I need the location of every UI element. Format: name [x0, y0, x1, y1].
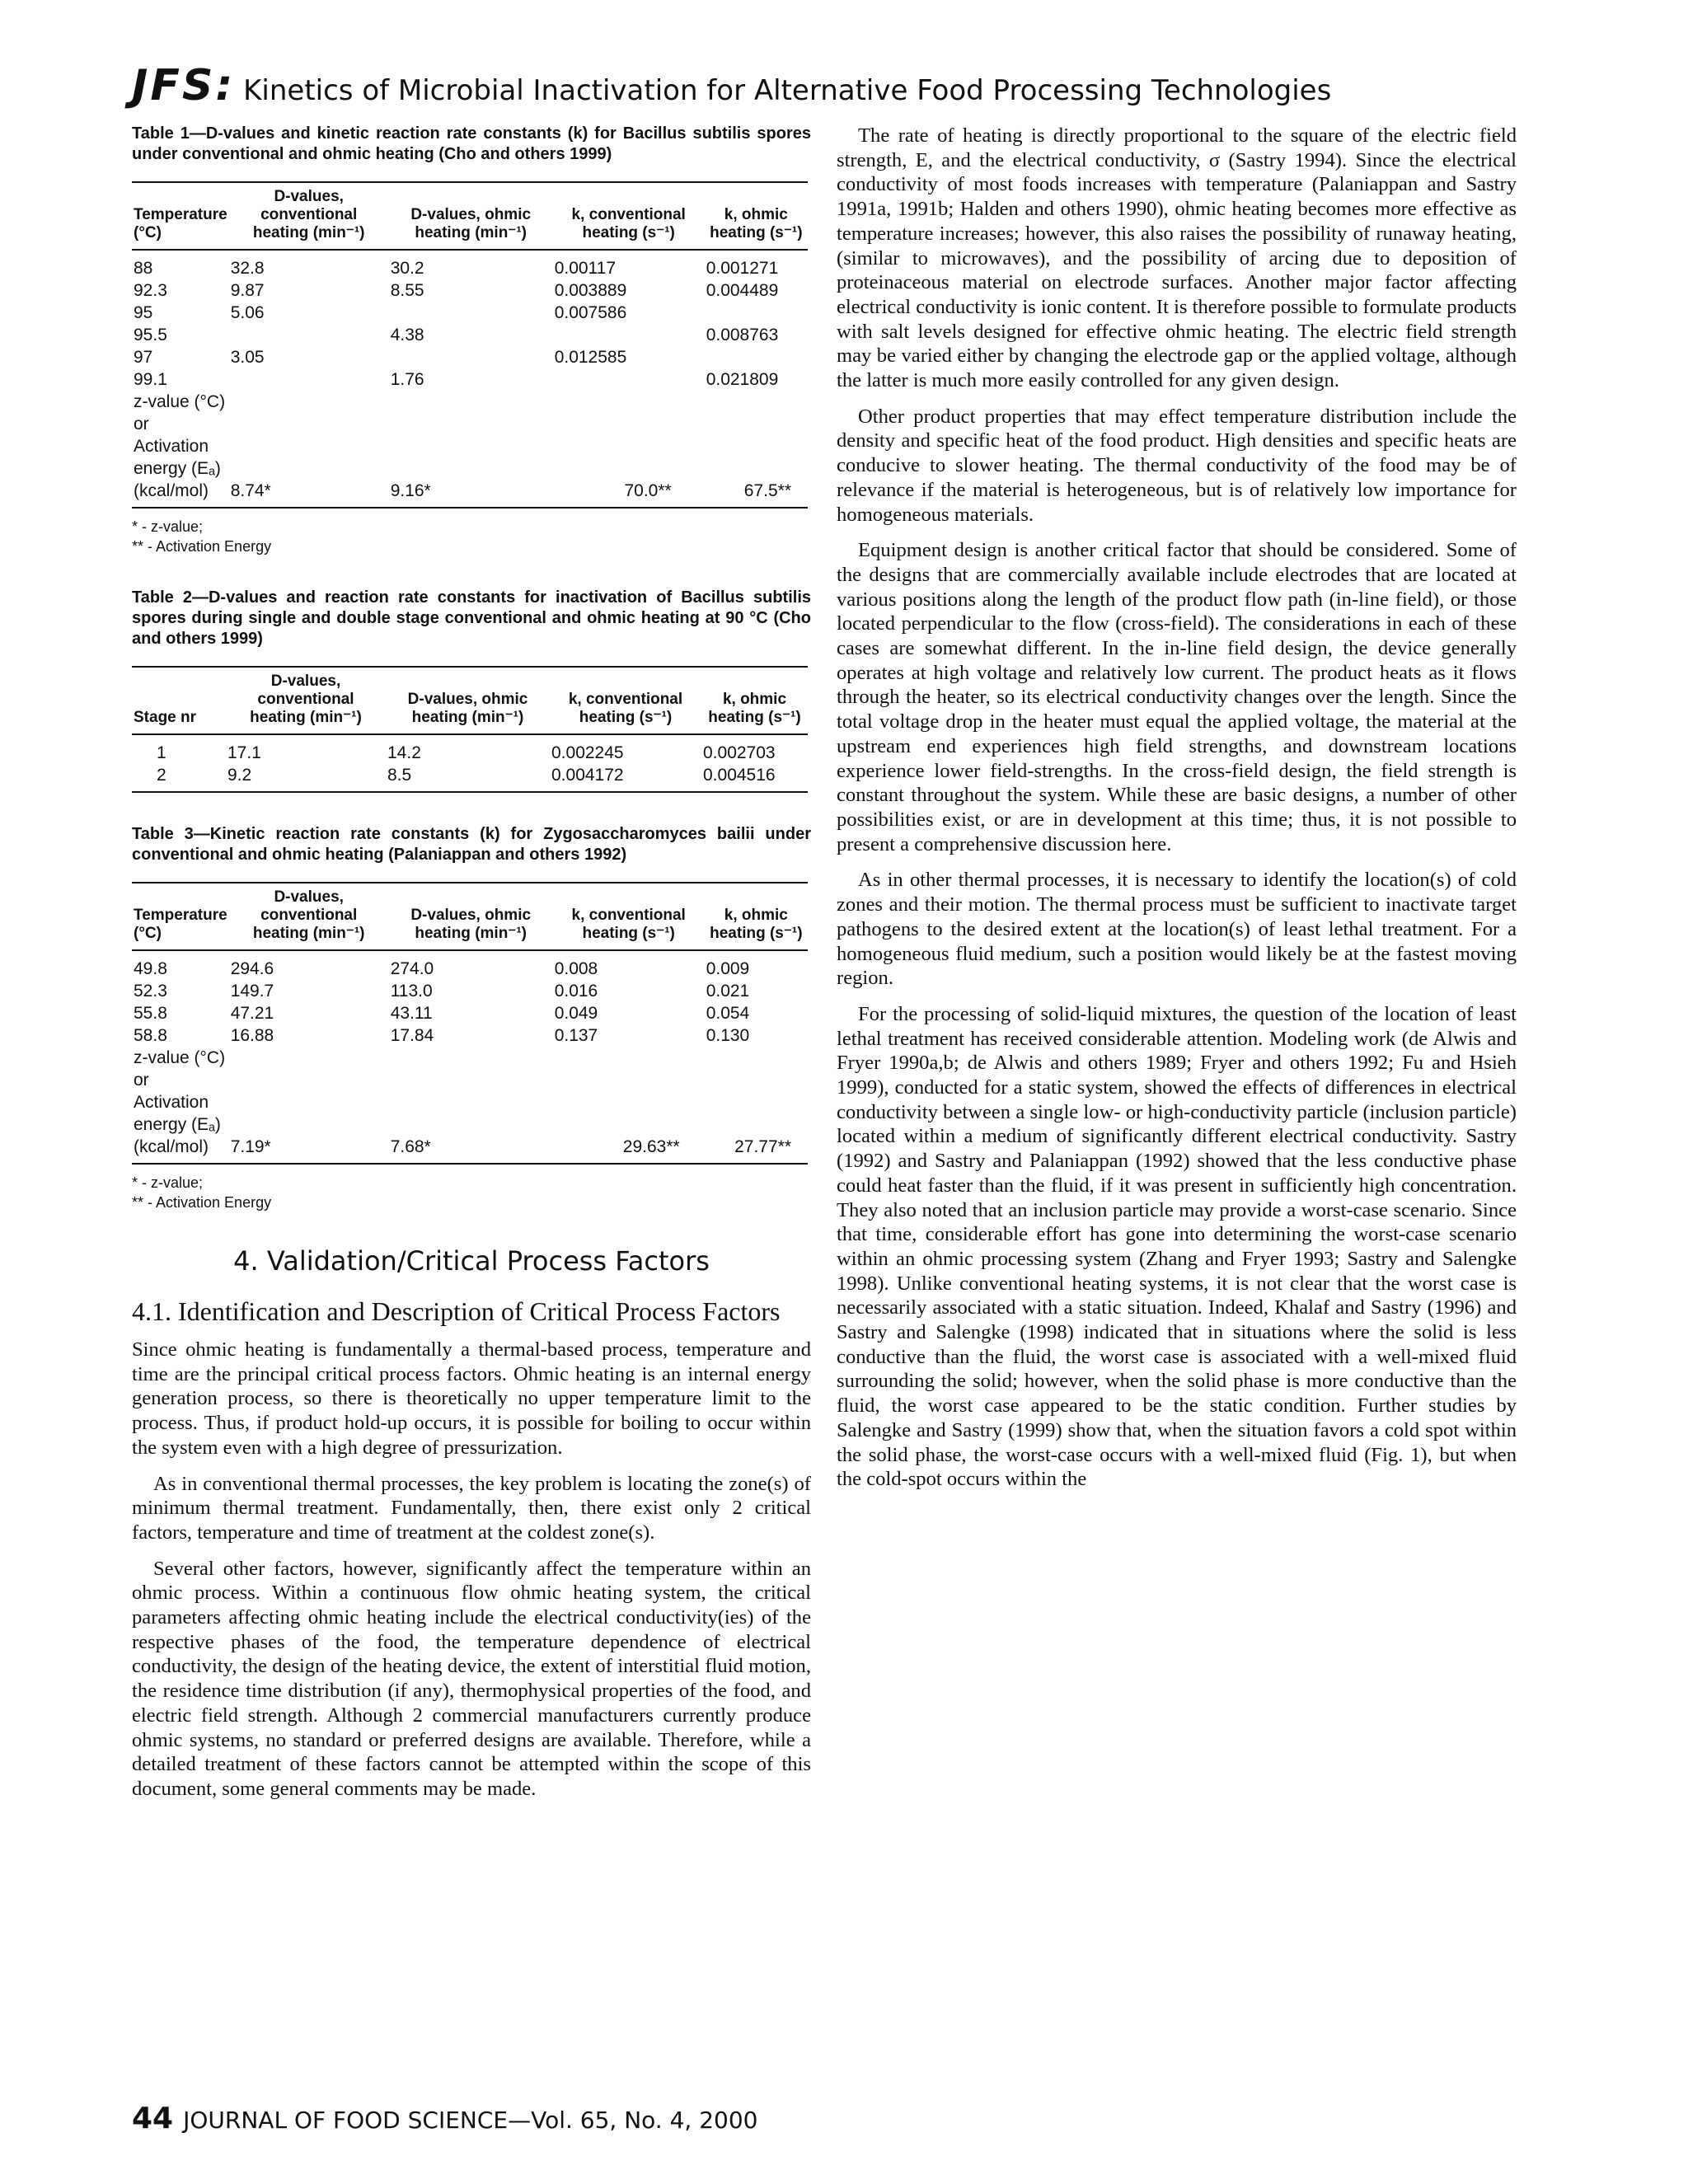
journal-logo: JFS:: [132, 61, 236, 110]
paragraph: Since ohmic heating is fundamentally a thermal-based process, temperature and time are the principal critical process factors. Ohmic heating is an internal energy generation process, so there is theoretically no upper temperature limit to the process. Thus, if product hold-up occurs, it is possible for boiling to occur within the system even with a high degree of pressurization.: [132, 1338, 811, 1459]
table-cell: 29.63**: [622, 1137, 680, 1156]
table-cell: 27.77**: [734, 1137, 791, 1156]
table3-caption: Table 3—Kinetic reaction rate constants (k) for Zygosaccharomyces bailii under conventional and ohmic heating (Palaniappan and others 1992): [132, 825, 811, 864]
table-cell: [705, 302, 808, 324]
paragraph: Other product properties that may effect temperature distribution include the density and specific heat of the food product. High densities and specific heats are conducive to slower heating. The thermal conductivity of the food may be of relevance if the material is heterogeneous, but is of relatively low importance for homogeneous materials.: [837, 405, 1517, 526]
table-row: [132, 302, 808, 324]
table3-summary-row: [132, 1047, 808, 1164]
table1-caption: Table 1—D-values and kinetic reaction rate constants (k) for Bacillus subtilis spores under conventional and ohmic heating (Cho and others 1999): [132, 124, 811, 163]
table-cell: 16.88: [230, 1026, 274, 1045]
paragraph: Equipment design is another critical factor that should be considered. Some of the designs that are commercially available include electrodes that are located at various positions along the length of the product flow path (in-line field), or those located perpendicular to the flow (cross-field). The considerations in each of these cases are somewhat different. In the in-line field design, the device generally operates at high voltage and relatively low current. The product heats as it flows through the heater, so its electrical conductivity changes over the length. Since the total voltage drop in the heater must equal the applied voltage, the material at the upstream end experiences high field strengths, and downstream locations experience lower field-strengths. In the cross-field design, the field strength is constant throughout the system. While these are basic designs, a number of other possibilities exist, or are in development at this time; thus, it is not possible to present a comprehensive discussion here.: [837, 539, 1517, 855]
table3-col-header: k, ohmic heating (s⁻¹): [705, 883, 808, 950]
table-cell: 1.76: [390, 370, 424, 389]
footnote: ** - Activation Energy: [132, 538, 272, 555]
table-cell: 113.0: [390, 982, 433, 1001]
table-cell: 67.5**: [743, 481, 791, 500]
table-cell: 5.06: [230, 303, 265, 322]
footnote: ** - Activation Energy: [132, 1194, 272, 1211]
table1-col-header: D-values, ohmic heating (min⁻¹): [389, 182, 553, 250]
table-cell: 2: [157, 766, 166, 785]
table3: [132, 882, 808, 1165]
table-cell: [229, 324, 389, 346]
table-cell: 0.021: [706, 982, 750, 1001]
section-heading: 4. Validation/Critical Process Factors: [233, 1245, 710, 1277]
table1-col-header: k, ohmic heating (s⁻¹): [705, 182, 808, 250]
table-cell: 4.38: [390, 326, 424, 344]
table-row: [132, 368, 808, 391]
table-cell: 7.68*: [390, 1137, 431, 1156]
table-cell: 8.55: [390, 281, 424, 300]
table-row: [132, 250, 808, 279]
table-cell: 149.7: [230, 982, 274, 1001]
table1-summary-row: [132, 391, 808, 508]
table-cell: 95: [134, 303, 153, 322]
table-cell: 7.19*: [230, 1137, 271, 1156]
table-cell: 88: [134, 259, 153, 278]
table2-col-header: k, ohmic heating (s⁻¹): [701, 667, 808, 734]
table2-header-row: [132, 667, 808, 734]
table-cell: 3.05: [230, 348, 265, 367]
table-row: [132, 1024, 808, 1047]
table-cell: [389, 346, 553, 368]
table3-header-row: [132, 883, 808, 950]
table-cell: [229, 368, 389, 391]
table-cell: 49.8: [134, 959, 167, 978]
table-cell: 52.3: [134, 982, 167, 1001]
table3-col-header: Temperature (°C): [132, 883, 229, 950]
table-cell: [553, 368, 705, 391]
table-cell: 0.049: [554, 1004, 598, 1023]
table1-footnotes: [132, 517, 811, 556]
footnote: * - z-value;: [132, 1174, 204, 1191]
table2-caption: Table 2—D-values and reaction rate constants for inactivation of Bacillus subtilis spores during single and double stage conventional and ohmic heating at 90 °C (Cho and others 1999): [132, 588, 811, 648]
page-number: 44: [132, 2102, 174, 2135]
table-cell: 17.84: [390, 1026, 434, 1045]
table-cell: 43.11: [390, 1004, 433, 1023]
subsection-heading: 4.1. Identification and Description of Critical Process Factors: [132, 1296, 781, 1326]
table-cell: 0.002245: [551, 743, 624, 762]
table-cell: 17.1: [227, 743, 261, 762]
table2-col-header: D-values, ohmic heating (min⁻¹): [386, 667, 550, 734]
table-cell: 9.87: [230, 281, 265, 300]
table1-col-header: D-values, conventional heating (min⁻¹): [229, 182, 389, 250]
table-row: [132, 346, 808, 368]
table-cell: [553, 324, 705, 346]
table-cell: 0.003889: [554, 281, 627, 300]
table2-col-header: k, conventional heating (s⁻¹): [550, 667, 701, 734]
table-row: [132, 980, 808, 1002]
table1-col-header: k, conventional heating (s⁻¹): [553, 182, 705, 250]
table-cell: 274.0: [390, 959, 434, 978]
table2-col-header: Stage nr: [132, 667, 226, 734]
paragraph: Several other factors, however, significantly affect the temperature within an ohmic process. Within a continuous flow ohmic heating system, the critical parameters affecting ohmic heating include the electrical conductivity(ies) of the respective phases of the food, the temperature dependence of electrical conductivity, the design of the heating device, the extent of interstitial fluid motion, the residence time distribution (if any), thermophysical properties of the food, and electric field strength. Although 2 commercial manufacturers currently produce ohmic systems, no standard or preferred designs are available. Therefore, while a detailed treatment of these factors cannot be attempted within the scope of this document, some general comments may be made.: [132, 1557, 811, 1800]
table-cell: 0.002703: [703, 743, 776, 762]
table-cell: 14.2: [387, 743, 421, 762]
table-row: [132, 279, 808, 302]
table1: [132, 181, 808, 509]
table-row: [132, 950, 808, 980]
table1-col-header: Temperature (°C): [132, 182, 229, 250]
table-cell: 0.008763: [706, 326, 779, 344]
table-cell: 92.3: [134, 281, 167, 300]
table-cell: 0.012585: [554, 348, 627, 367]
table-cell: 58.8: [134, 1026, 167, 1045]
header-title: Kinetics of Microbial Inactivation for Alternative Food Processing Technologies: [243, 74, 1332, 107]
table-cell: 0.137: [554, 1026, 598, 1045]
table-cell: 9.16*: [390, 481, 431, 500]
table-cell: 55.8: [134, 1004, 167, 1023]
table-cell: 8.74*: [230, 481, 271, 500]
table-cell: 0.00117: [554, 259, 617, 278]
table2: [132, 666, 808, 793]
table-cell: 0.004489: [706, 281, 779, 300]
left-column: [132, 124, 811, 1813]
table-cell: 99.1: [134, 370, 167, 389]
table3-col-header: k, conventional heating (s⁻¹): [553, 883, 705, 950]
table2-col-header: D-values, conventional heating (min⁻¹): [226, 667, 386, 734]
table-row: [132, 1002, 808, 1024]
table-cell: 95.5: [134, 326, 167, 344]
table-row: [132, 764, 808, 792]
table-cell: 1: [157, 743, 166, 762]
table-cell: 0.007586: [554, 303, 627, 322]
paragraph: The rate of heating is directly proportional to the square of the electric field strength, E, and the electrical conductivity, σ (Sastry 1994). Since the electrical conductivity of most foods increases with temperature (Palaniappan and Sastry 1991a, 1991b; Halden and others 1990), ohmic heating becomes more effective as temperature increases; however, this also raises the possibility of runaway heating, (similar to microwaves), and the possibility of arcing due to deposition of proteinaceous material on electrode surfaces. Another major factor affecting electrical conductivity is ionic content. It is therefore possible to formulate products with salt levels designed for effective ohmic heating. The electric field strength may be varied either by changing the electrode gap or the applied voltage, although the latter is much more easily controlled for any given design.: [837, 124, 1517, 392]
table-cell: 30.2: [390, 259, 424, 278]
table-row: [132, 734, 808, 764]
table-cell: 0.004172: [551, 766, 624, 785]
running-header: [132, 61, 1574, 110]
table-cell: 0.130: [706, 1026, 750, 1045]
table-cell: 0.021809: [706, 370, 779, 389]
paragraph: As in other thermal processes, it is necessary to identify the location(s) of cold zones and their motion. The thermal process must be sufficient to inactivate target pathogens to the desired extent at the location(s) of least lethal treatment. For a homogeneous fluid medium, such a position would likely be at the fastest moving region.: [837, 869, 1517, 990]
table-cell: 0.054: [706, 1004, 750, 1023]
table-cell: z-value (°C) or Activation energy (Eₐ)(kcal/mol): [134, 1048, 226, 1156]
footnote: * - z-value;: [132, 518, 204, 535]
table-row: [132, 324, 808, 346]
table1-header-row: [132, 182, 808, 250]
table-cell: 0.009: [706, 959, 750, 978]
table3-col-header: D-values, ohmic heating (min⁻¹): [389, 883, 553, 950]
table3-footnotes: [132, 1173, 811, 1212]
right-column: [837, 124, 1517, 1503]
table-spacer: [132, 793, 811, 824]
table3-col-header: D-values, conventional heating (min⁻¹): [229, 883, 389, 950]
table-cell: 8.5: [387, 766, 412, 785]
table-cell: 32.8: [230, 259, 265, 278]
table-cell: 9.2: [227, 766, 252, 785]
table-cell: z-value (°C) or Activation energy (Eₐ)(kcal/mol): [134, 392, 226, 500]
table-cell: 70.0**: [624, 481, 672, 500]
table-cell: 0.001271: [706, 259, 779, 278]
paragraph: For the processing of solid-liquid mixtures, the question of the location of least lethal treatment has received considerable attention. Modeling work (de Alwis and Fryer 1990a,b; de Alwis and others 1989; Fryer and others 1992; Fu and Hsieh 1999), conducted for a static system, showed the effects of differences in electrical conductivity between a single low- or high-conductivity particle (inclusion particle) located within a medium of significantly different electrical conductivity. Sastry (1992) and Sastry and Palaniappan (1992) showed that the less conductive phase could heat faster than the fluid, if it was present in sufficiently high concentration. They also noted that an inclusion particle may provide a worst-case scenario. Since that time, considerable effort has gone into determining the worst-case scenario within an ohmic processing system (Zhang and Fryer 1993; Sastry and Salengke 1998). Unlike conventional heating systems, it is not clear that the worst case is necessarily associated with a static situation. Indeed, Khalaf and Sastry (1996) and Sastry and Salengke (1998) indicated that in situations where the solid is less conductive than the fluid, the worst case is associated with a well-mixed fluid surrounding the solid; however, when the solid phase is more conductive than the fluid, the worst case appeared to be the static condition. Further studies by Salengke and Sastry (1999) show that, when the situation favors a cold spot within the solid phase, the worst-case occurs with a well-mixed fluid (Fig. 1), but when the cold-spot occurs within the: [837, 1002, 1517, 1491]
journal-citation: JOURNAL OF FOOD SCIENCE—Vol. 65, No. 4, 2000: [183, 2107, 758, 2134]
paragraph: As in conventional thermal processes, the key problem is locating the zone(s) of minimum thermal treatment. Fundamentally, then, there exist only 2 critical factors, temperature and time of treatment at the coldest zone(s).: [132, 1472, 811, 1544]
table-cell: [389, 302, 553, 324]
table-cell: 294.6: [230, 959, 274, 978]
table-cell: 0.016: [554, 982, 598, 1001]
table-cell: 0.008: [554, 959, 598, 978]
table-cell: [705, 346, 808, 368]
table-cell: 97: [134, 348, 153, 367]
page-footer: [132, 2102, 757, 2135]
table-cell: 47.21: [230, 1004, 274, 1023]
table-cell: 0.004516: [703, 766, 776, 785]
